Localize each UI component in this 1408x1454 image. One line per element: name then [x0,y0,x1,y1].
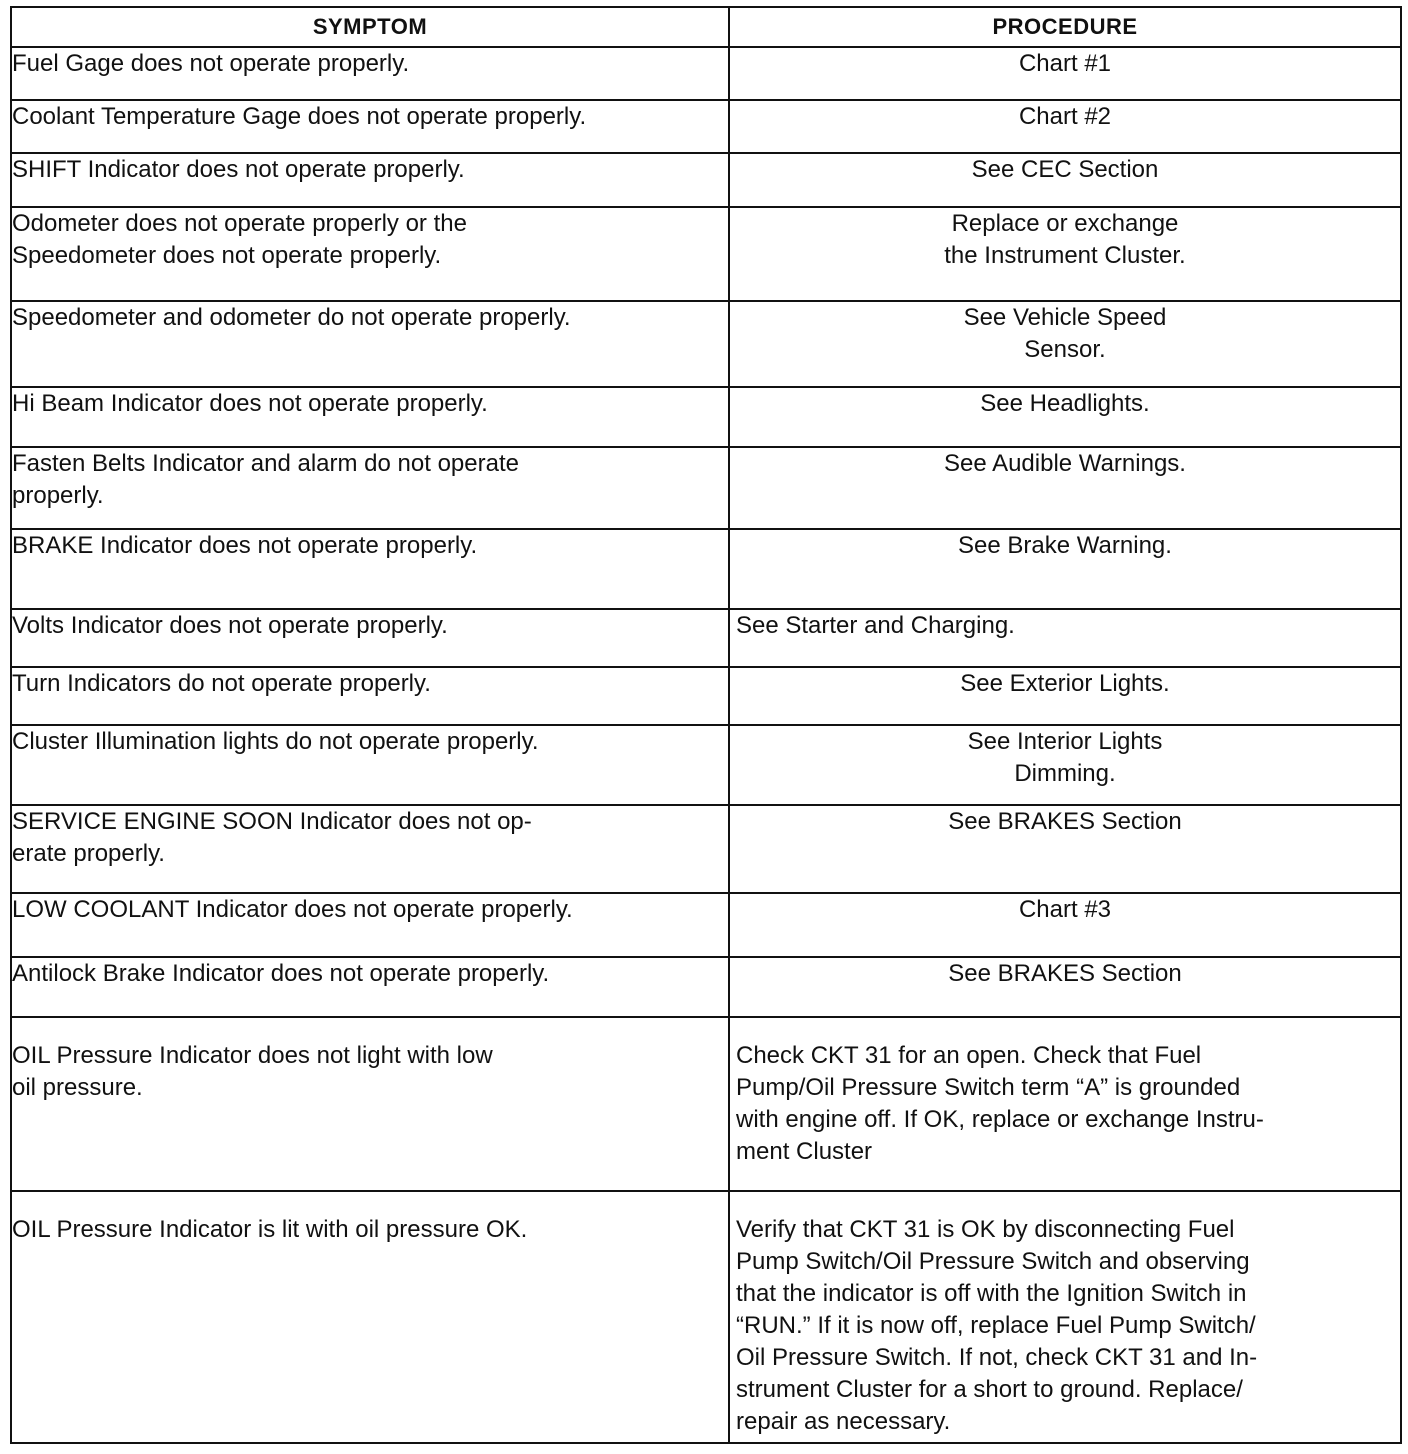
procedure-cell [729,100,1401,153]
symptom-text: BRAKE Indicator does not operate properly. [12,532,478,559]
procedure-cell [729,447,1401,529]
symptom-text: SERVICE ENGINE SOON Indicator does not op- erate properly. [12,808,532,867]
header-symptom: SYMPTOM [11,7,729,47]
procedure-text: Verify that CKT 31 is OK by disconnecting Fuel Pump Switch/Oil Pressure Switch and observing that the indicator is off with the Ignition Switch in “RUN.” If it is now off, replace Fuel Pump Switch/ Oil Pressure Switch. If not, check CKT 31 and In- strument Cluster for a short to ground. Replace/ repair as necessary. [736,1216,1258,1435]
symptom-cell [11,805,729,893]
procedure-text: Chart #2 [1018,103,1112,130]
procedure-text: Check CKT 31 for an open. Check that Fuel Pump/Oil Pressure Switch term “A” is grounded with engine off. If OK, replace or exchange Instru- ment Cluster [736,1042,1264,1165]
procedure-text: See Starter and Charging. [736,612,1015,639]
symptom-text: Cluster Illumination lights do not operate properly. [12,728,539,755]
procedure-text: See Brake Warning. [958,532,1172,559]
procedure-cell [729,301,1401,387]
symptom-text: Coolant Temperature Gage does not operate properly. [12,103,587,130]
header-procedure: PROCEDURE [729,7,1401,47]
procedure-cell [729,47,1401,100]
procedure-text: Replace or exchange the Instrument Cluster. [944,210,1186,269]
symptom-cell [11,100,729,153]
symptom-cell [11,47,729,100]
table-row [11,893,1401,957]
table-row [11,667,1401,725]
procedure-text: See Exterior Lights. [960,670,1170,697]
symptom-text: OIL Pressure Indicator is lit with oil pressure OK. [12,1216,528,1243]
symptom-cell [11,957,729,1017]
procedure-cell [729,529,1401,609]
procedure-cell [729,387,1401,447]
symptom-cell [11,893,729,957]
symptom-cell [11,667,729,725]
table-row [11,207,1401,301]
procedure-cell [729,667,1401,725]
symptom-cell [11,447,729,529]
procedure-cell [729,893,1401,957]
symptom-cell [11,609,729,667]
procedure-text: See Audible Warnings. [944,450,1186,477]
symptom-text: OIL Pressure Indicator does not light with low oil pressure. [12,1042,493,1101]
table-row [11,1017,1401,1191]
table-row [11,301,1401,387]
table-row [11,1191,1401,1443]
procedure-text: See Headlights. [980,390,1150,417]
procedure-text: Chart #3 [1018,896,1112,923]
table-row [11,100,1401,153]
table-row [11,609,1401,667]
procedure-text: See Vehicle Speed Sensor. [963,304,1167,363]
symptom-cell [11,529,729,609]
table-row [11,447,1401,529]
symptom-cell [11,207,729,301]
procedure-cell [729,805,1401,893]
procedure-cell [729,153,1401,207]
procedure-cell [729,609,1401,667]
symptom-cell [11,1017,729,1191]
symptom-text: Turn Indicators do not operate properly. [12,670,431,697]
procedure-cell [729,1191,1401,1443]
symptom-text: Hi Beam Indicator does not operate properly. [12,390,488,417]
procedure-cell [729,207,1401,301]
table-row [11,153,1401,207]
symptom-text: LOW COOLANT Indicator does not operate properly. [12,896,573,923]
table-row [11,805,1401,893]
procedure-text: See BRAKES Section [948,808,1182,835]
table-row [11,725,1401,805]
procedure-text: See CEC Section [971,156,1159,183]
symptom-text: Fasten Belts Indicator and alarm do not operate properly. [12,450,519,509]
procedure-text: Chart #1 [1018,50,1112,77]
procedure-text: See BRAKES Section [948,960,1182,987]
procedure-cell [729,1017,1401,1191]
symptom-text: Antilock Brake Indicator does not operate properly. [12,960,550,987]
procedure-cell [729,725,1401,805]
symptom-cell [11,1191,729,1443]
symptom-text: Fuel Gage does not operate properly. [12,50,410,77]
symptom-cell [11,301,729,387]
symptom-cell [11,153,729,207]
symptom-procedure-table [10,6,1402,1444]
procedure-cell [729,957,1401,1017]
symptom-cell [11,387,729,447]
symptom-cell [11,725,729,805]
procedure-text: See Interior Lights Dimming. [967,728,1163,787]
symptom-text: Odometer does not operate properly or the Speedometer does not operate properly. [12,210,467,269]
table-row [11,529,1401,609]
symptom-text: Speedometer and odometer do not operate properly. [12,304,571,331]
table-row [11,957,1401,1017]
table-row [11,387,1401,447]
symptom-text: Volts Indicator does not operate properly. [12,612,448,639]
table-row [11,47,1401,100]
header-row [11,7,1401,47]
symptom-text: SHIFT Indicator does not operate properly. [12,156,465,183]
